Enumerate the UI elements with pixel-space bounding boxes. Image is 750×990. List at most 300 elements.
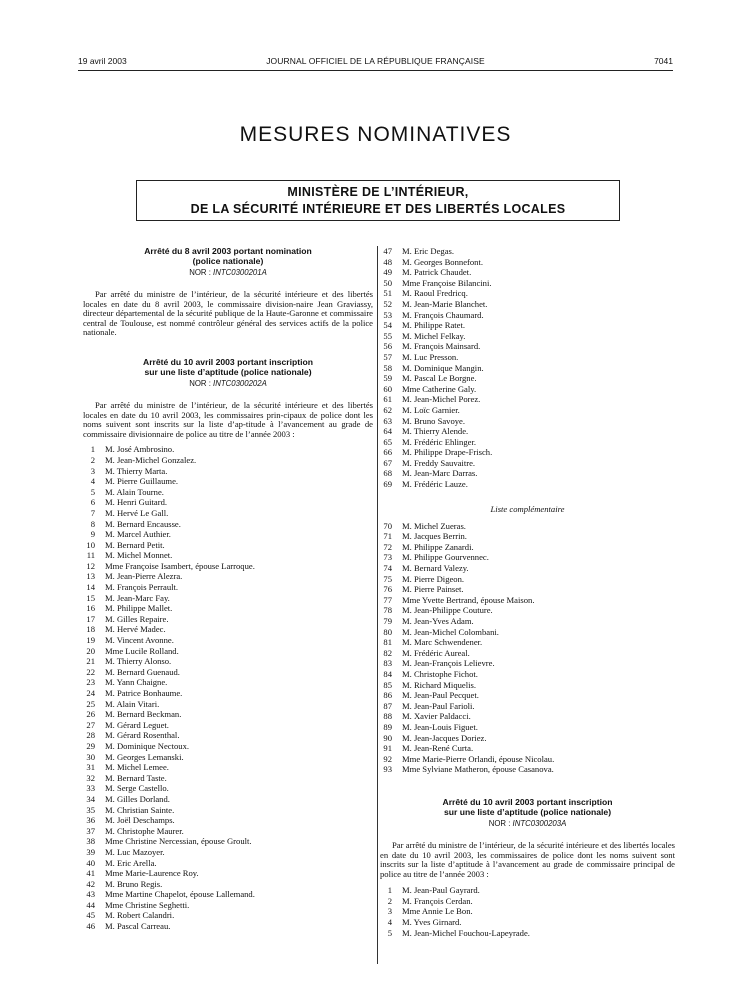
list-item bbox=[83, 603, 373, 614]
arrete2-text: Par arrêté du ministre de l’intérieur, de la sécurité intérieure et des libertés locales en date du 10 avril 2003, les commissaires prin-cipaux de police dont les noms suivent sont inscrits sur la liste d’ap-titude à l’avancement au grade de commissaire divisionnaire de police au titre de l’année 2003 : bbox=[83, 399, 373, 439]
list-item bbox=[380, 542, 675, 553]
list-item-number: 58 bbox=[383, 362, 392, 373]
list-item-number: 31 bbox=[86, 762, 95, 773]
list-item-name: M. Jean-Paul Farioli. bbox=[402, 700, 475, 711]
list-item-name: Mme Lucile Rolland. bbox=[105, 645, 179, 656]
list-item-number: 47 bbox=[383, 246, 392, 256]
list-item-name: M. Michel Felkay. bbox=[402, 330, 466, 341]
list-item-number: 23 bbox=[86, 677, 95, 688]
list-item bbox=[380, 373, 675, 384]
list-item bbox=[380, 701, 675, 712]
list-item-name: M. Jean-Marie Blanchet. bbox=[402, 298, 488, 309]
list-item-name: M. Henri Guitard. bbox=[105, 497, 168, 508]
header-date: 19 avril 2003 bbox=[78, 56, 127, 66]
ministry-line-2: DE LA SÉCURITÉ INTÉRIEURE ET DES LIBERTÉS LOCALES bbox=[190, 202, 566, 216]
list-item-number: 33 bbox=[86, 783, 95, 794]
list-item-name: M. Christophe Maurer. bbox=[105, 825, 184, 836]
list-item-name: M. Alain Tourne. bbox=[105, 486, 164, 497]
list-item bbox=[83, 593, 373, 604]
list-item-name: M. Serge Castello. bbox=[105, 783, 169, 794]
list-item-name: M. Philippe Ratet. bbox=[402, 320, 466, 331]
list-item-number: 30 bbox=[86, 751, 95, 762]
list-item-number: 27 bbox=[86, 719, 95, 730]
list-item bbox=[380, 426, 675, 437]
list-item-name: Mme Françoise Isambert, épouse Larroque. bbox=[105, 560, 255, 571]
list-item-name: M. Thierry Alende. bbox=[402, 426, 469, 437]
list-item bbox=[83, 550, 373, 561]
list-item-name: M. Jean-Michel Colombani. bbox=[402, 626, 499, 637]
arrete2-title-line-1: Arrêté du 10 avril 2003 portant inscription bbox=[142, 356, 314, 367]
list-item-name: M. Yann Chaigne. bbox=[105, 677, 168, 688]
list-item bbox=[380, 574, 675, 585]
list-item-number: 64 bbox=[383, 426, 392, 437]
list-item-name: M. Jean-Michel Fouchou-Lapeyrade. bbox=[402, 927, 530, 938]
list-item-name: M. Frédéric Ehlinger. bbox=[402, 436, 476, 447]
list-item bbox=[83, 720, 373, 731]
list-item-number: 73 bbox=[383, 552, 392, 563]
list-item-number: 57 bbox=[383, 351, 392, 362]
list-item-name: M. Jean-François Lelievre. bbox=[402, 658, 495, 669]
list-item bbox=[83, 444, 373, 455]
list-item-number: 72 bbox=[383, 541, 392, 552]
list-item-number: 5 bbox=[387, 927, 392, 938]
list-item-name: M. Jean-Philippe Couture. bbox=[402, 605, 493, 616]
list-item-number: 50 bbox=[383, 277, 392, 288]
list-item bbox=[83, 497, 373, 508]
list-item bbox=[380, 711, 675, 722]
list-item-number: 2 bbox=[387, 895, 392, 906]
list-item-name: M. Frédéric Aureal. bbox=[402, 647, 470, 658]
list-item bbox=[380, 267, 675, 278]
liste-complementaire-title: Liste complémentaire bbox=[490, 503, 565, 514]
list-item-number: 85 bbox=[383, 679, 392, 690]
list-item-number: 7 bbox=[90, 507, 95, 518]
arrete1-text: Par arrêté du ministre de l’intérieur, de la sécurité intérieure et des libertés locales en date du 8 avril 2003, le commissaire division-naire Jean Graviassy, directeur départemental de la sécurité publique de la Haute-Garonne et commissaire central de Toulouse, est nommé contrôleur général des services actifs de la police nationale. bbox=[83, 289, 373, 338]
list-item-number: 28 bbox=[86, 730, 95, 741]
list-item-name: M. Joël Deschamps. bbox=[105, 815, 175, 826]
list-item bbox=[83, 783, 373, 794]
list-item bbox=[380, 885, 675, 896]
list-item bbox=[83, 455, 373, 466]
list-item-number: 4 bbox=[387, 917, 392, 928]
list-item-number: 29 bbox=[86, 740, 95, 751]
list-item-name: M. Luc Mazoyer. bbox=[105, 846, 165, 857]
list-item bbox=[83, 773, 373, 784]
list-item-name: M. Michel Monnet. bbox=[105, 550, 173, 561]
list-item-name: Mme Martine Chapelot, épouse Lallemand. bbox=[105, 889, 255, 900]
list-item-number: 81 bbox=[383, 637, 392, 648]
list-item-number: 55 bbox=[383, 330, 392, 341]
list-item-number: 9 bbox=[90, 529, 95, 540]
list-item-name: M. Frédéric Lauze. bbox=[402, 479, 468, 490]
list-item bbox=[380, 896, 675, 907]
list-item-name: M. Luc Presson. bbox=[402, 351, 459, 362]
list-item-number: 45 bbox=[86, 910, 95, 921]
list-item-name: Mme Françoise Bilancini. bbox=[402, 277, 492, 288]
list-item-number: 44 bbox=[86, 899, 95, 910]
list-item bbox=[83, 667, 373, 678]
list-item-number: 1 bbox=[90, 444, 95, 455]
list-item-name: M. François Mainsard. bbox=[402, 341, 481, 352]
list-item bbox=[380, 595, 675, 606]
list-item bbox=[380, 743, 675, 754]
list-item-name: M. Freddy Sauvaitre. bbox=[402, 457, 476, 468]
list-item-number: 76 bbox=[383, 584, 392, 595]
list-item-number: 78 bbox=[383, 605, 392, 616]
list-item bbox=[380, 584, 675, 595]
list-item-name: Mme Sylviane Matheron, épouse Casanova. bbox=[402, 764, 554, 775]
list-item bbox=[380, 320, 675, 331]
list-item-name: M. Patrick Chaudet. bbox=[402, 267, 472, 278]
list-item bbox=[83, 762, 373, 773]
list-item bbox=[83, 508, 373, 519]
arrete3-title-line-2: sur une liste d’aptitude (police nationale) bbox=[443, 806, 612, 817]
list-item-name: M. Pierre Digeon. bbox=[402, 573, 465, 584]
list-item-number: 5 bbox=[90, 486, 95, 497]
list-item bbox=[83, 858, 373, 869]
list-item-number: 3 bbox=[90, 465, 95, 476]
list-item bbox=[83, 624, 373, 635]
list-item bbox=[83, 487, 373, 498]
list-item-name: M. François Cerdan. bbox=[402, 895, 473, 906]
arrete2-name-list-right bbox=[380, 246, 675, 490]
list-item-name: M. François Chaumard. bbox=[402, 309, 484, 320]
list-item-number: 36 bbox=[86, 815, 95, 826]
list-item bbox=[380, 458, 675, 469]
page-title: MESURES NOMINATIVES bbox=[239, 123, 512, 146]
list-item-name: Mme Yvette Bertrand, épouse Maison. bbox=[402, 594, 535, 605]
list-item-name: M. Jean-Yves Adam. bbox=[402, 616, 474, 626]
list-item bbox=[380, 563, 675, 574]
arrete3-text: Par arrêté du ministre de l’intérieur, de la sécurité intérieure et des libertés locales en date du 10 avril 2003, les commissaires de police dont les noms suivent sont inscrits sur la liste d’aptitude à l’avancement au grade de commissaire principal de police au titre de l’année 2003 : bbox=[380, 839, 675, 879]
list-item-name: M. Eric Degas. bbox=[402, 246, 455, 256]
arrete2-nor bbox=[83, 378, 373, 389]
list-item-number: 77 bbox=[383, 594, 392, 605]
list-item-number: 43 bbox=[86, 889, 95, 900]
list-item-name: M. Vincent Avonne. bbox=[105, 635, 174, 646]
list-item bbox=[380, 764, 675, 775]
list-item-number: 52 bbox=[383, 298, 392, 309]
list-item-name: M. Jean-Marc Fay. bbox=[105, 592, 170, 603]
list-item bbox=[380, 605, 675, 616]
arrete3-nor bbox=[380, 818, 675, 829]
list-item-name: M. Marc Schwendener. bbox=[402, 637, 483, 648]
list-item bbox=[83, 699, 373, 710]
list-item-name: M. Gilles Repaire. bbox=[105, 613, 169, 624]
list-item-number: 49 bbox=[383, 267, 392, 278]
list-item bbox=[380, 722, 675, 733]
ministry-line-1: MINISTÈRE DE L’INTÉRIEUR, bbox=[287, 185, 469, 199]
list-item bbox=[380, 690, 675, 701]
list-item-name: M. Jean-Paul Pecquet. bbox=[402, 690, 479, 701]
list-item-number: 17 bbox=[86, 613, 95, 624]
list-item bbox=[83, 889, 373, 900]
arrete2-title-line-2: sur une liste d’aptitude (police nationale) bbox=[144, 366, 312, 377]
list-item-number: 8 bbox=[90, 518, 95, 529]
list-item bbox=[380, 906, 675, 917]
list-item bbox=[83, 836, 373, 847]
liste-complementaire bbox=[380, 521, 675, 775]
list-item-number: 2 bbox=[90, 454, 95, 465]
list-item-number: 48 bbox=[383, 256, 392, 267]
list-item bbox=[83, 571, 373, 582]
list-item bbox=[83, 805, 373, 816]
list-item bbox=[83, 730, 373, 741]
list-item bbox=[83, 709, 373, 720]
list-item-name: M. Patrice Bonhaume. bbox=[105, 688, 183, 698]
list-item-number: 90 bbox=[383, 732, 392, 743]
list-item bbox=[83, 688, 373, 699]
list-item-name: M. Bernard Petit. bbox=[105, 539, 165, 550]
list-item-name: M. Jean-Jacques Doriez. bbox=[402, 732, 487, 743]
list-item-number: 41 bbox=[86, 868, 95, 879]
list-item bbox=[380, 384, 675, 395]
list-item bbox=[83, 900, 373, 911]
right-column bbox=[380, 246, 675, 938]
list-item bbox=[380, 416, 675, 427]
list-item-name: M. Dominique Nectoux. bbox=[105, 740, 190, 751]
nor-code: INTC0300202A bbox=[213, 378, 267, 388]
list-item bbox=[380, 468, 675, 479]
list-item bbox=[380, 310, 675, 321]
list-item-name: M. Bruno Savoye. bbox=[402, 415, 466, 426]
list-item-number: 35 bbox=[86, 804, 95, 815]
list-item-name: M. François Perrault. bbox=[105, 582, 179, 593]
arrete1-title bbox=[83, 246, 373, 266]
list-item-name: M. Bernard Valezy. bbox=[402, 563, 469, 574]
list-item bbox=[83, 847, 373, 858]
list-item bbox=[380, 637, 675, 648]
list-item-number: 24 bbox=[86, 688, 95, 698]
arrete1-title-line-1: Arrêté du 8 avril 2003 portant nomination bbox=[144, 246, 312, 256]
list-item-number: 22 bbox=[86, 666, 95, 677]
list-item bbox=[380, 394, 675, 405]
header-page-number: 7041 bbox=[654, 56, 673, 66]
list-item-name: M. Hervé Le Gall. bbox=[105, 507, 169, 518]
list-item bbox=[83, 741, 373, 752]
left-column bbox=[83, 246, 373, 932]
list-item-name: M. Jean-Michel Gonzalez. bbox=[105, 454, 197, 465]
list-item bbox=[380, 288, 675, 299]
list-item-name: Mme Marie-Pierre Orlandi, épouse Nicolau. bbox=[402, 753, 555, 764]
list-item-name: M. Xavier Paldacci. bbox=[402, 711, 471, 722]
list-item-number: 14 bbox=[86, 582, 95, 593]
list-item-number: 61 bbox=[383, 394, 392, 405]
list-item-name: M. Thierry Alonso. bbox=[105, 656, 172, 667]
nor-code: INTC0300203A bbox=[512, 818, 567, 828]
list-item-number: 42 bbox=[86, 878, 95, 889]
list-item bbox=[83, 815, 373, 826]
list-item-name: M. Jean-Pierre Alezra. bbox=[105, 571, 183, 582]
list-item bbox=[380, 479, 675, 490]
list-item-name: Mme Marie-Laurence Roy. bbox=[105, 868, 199, 879]
list-item bbox=[83, 561, 373, 572]
list-item-number: 68 bbox=[383, 468, 392, 479]
list-item-number: 80 bbox=[383, 626, 392, 637]
ministry-heading bbox=[136, 180, 620, 221]
arrete2-name-list-left bbox=[83, 444, 373, 931]
list-item-number: 69 bbox=[383, 479, 392, 490]
list-item-name: M. Philippe Drape-Frisch. bbox=[402, 447, 493, 458]
list-item-name: M. Georges Lemanski. bbox=[105, 751, 184, 762]
list-item-number: 66 bbox=[383, 447, 392, 458]
list-item bbox=[380, 627, 675, 638]
list-item-name: M. Pierre Painset. bbox=[402, 584, 464, 595]
list-item bbox=[83, 646, 373, 657]
list-item-name: M. Christian Sainte. bbox=[105, 804, 175, 815]
list-item-name: M. Jean-Paul Gayrard. bbox=[402, 885, 480, 896]
list-item bbox=[380, 437, 675, 448]
list-item-number: 12 bbox=[86, 560, 95, 571]
list-item-number: 79 bbox=[383, 616, 392, 626]
list-item bbox=[380, 405, 675, 416]
column-divider bbox=[377, 246, 378, 964]
list-item-number: 92 bbox=[383, 753, 392, 764]
list-item-number: 20 bbox=[86, 645, 95, 656]
list-item-number: 16 bbox=[86, 603, 95, 614]
list-item bbox=[380, 616, 675, 627]
list-item-number: 18 bbox=[86, 624, 95, 635]
arrete3-title bbox=[380, 797, 675, 817]
list-item-name: Mme Catherine Galy. bbox=[402, 383, 477, 394]
list-item bbox=[83, 826, 373, 837]
list-item-name: M. Philippe Gourvennec. bbox=[402, 552, 489, 563]
list-item-name: M. Gérard Rosenthal. bbox=[105, 730, 180, 741]
list-item-number: 46 bbox=[86, 921, 95, 932]
list-item-number: 34 bbox=[86, 793, 95, 804]
list-item bbox=[380, 531, 675, 542]
list-item-number: 71 bbox=[383, 531, 392, 542]
list-item-number: 74 bbox=[383, 563, 392, 574]
list-item bbox=[83, 614, 373, 625]
list-item bbox=[380, 352, 675, 363]
list-item-name: M. Hervé Madec. bbox=[105, 624, 166, 635]
list-item-number: 13 bbox=[86, 571, 95, 582]
list-item-number: 1 bbox=[387, 885, 392, 896]
nor-code: INTC0300201A bbox=[213, 268, 267, 277]
list-item-number: 82 bbox=[383, 647, 392, 658]
list-item-number: 62 bbox=[383, 404, 392, 415]
list-item-number: 51 bbox=[383, 288, 392, 299]
header-journal-title: JOURNAL OFFICIEL DE LA RÉPUBLIQUE FRANÇAISE bbox=[266, 56, 485, 66]
list-item bbox=[83, 582, 373, 593]
list-item-name: M. Bruno Regis. bbox=[105, 878, 163, 889]
list-item-name: M. Christophe Fichot. bbox=[402, 668, 478, 679]
list-item-name: Mme Annie Le Bon. bbox=[402, 906, 473, 917]
list-item-name: M. Pascal Carreau. bbox=[105, 921, 171, 932]
list-item-number: 39 bbox=[86, 846, 95, 857]
list-item bbox=[380, 648, 675, 659]
list-item bbox=[83, 677, 373, 688]
list-item-name: M. Loïc Garnier. bbox=[402, 404, 460, 415]
list-item-number: 25 bbox=[86, 698, 95, 709]
list-item-name: M. Michel Zueras. bbox=[402, 520, 466, 531]
list-item-number: 4 bbox=[90, 476, 95, 487]
arrete1-title-line-2: (police nationale) bbox=[192, 256, 264, 266]
list-item-number: 3 bbox=[387, 906, 392, 917]
list-item-number: 67 bbox=[383, 457, 392, 468]
arrete2-title bbox=[83, 357, 373, 377]
list-item bbox=[380, 278, 675, 289]
list-item bbox=[380, 680, 675, 691]
list-item-name: Mme Christine Seghetti. bbox=[105, 899, 190, 910]
list-item-name: M. Bernard Taste. bbox=[105, 772, 167, 783]
list-item-number: 32 bbox=[86, 772, 95, 783]
list-item bbox=[83, 910, 373, 921]
list-item bbox=[380, 363, 675, 374]
list-item-name: M. Bernard Beckman. bbox=[105, 709, 182, 720]
list-item-number: 6 bbox=[90, 497, 95, 508]
list-item-name: M. Marcel Authier. bbox=[105, 529, 171, 540]
list-item bbox=[380, 246, 675, 257]
list-item-number: 89 bbox=[383, 721, 392, 732]
list-item-name: M. Jean-Michel Porez. bbox=[402, 394, 481, 405]
list-item-number: 54 bbox=[383, 320, 392, 331]
list-item-name: M. Gérard Leguet. bbox=[105, 719, 169, 730]
list-item bbox=[380, 917, 675, 928]
list-item bbox=[380, 733, 675, 744]
list-item-number: 26 bbox=[86, 709, 95, 720]
list-item-name: M. Yves Girnard. bbox=[402, 917, 462, 928]
list-item-number: 60 bbox=[383, 383, 392, 394]
list-item-name: M. José Ambrosino. bbox=[105, 444, 175, 455]
list-item-number: 70 bbox=[383, 520, 392, 531]
list-item-number: 87 bbox=[383, 700, 392, 711]
list-item-number: 19 bbox=[86, 635, 95, 646]
list-item-number: 10 bbox=[86, 539, 95, 550]
list-item bbox=[83, 921, 373, 932]
list-item-name: Mme Christine Nercessian, épouse Groult. bbox=[105, 836, 252, 847]
list-item bbox=[380, 331, 675, 342]
arrete1-nor bbox=[83, 267, 373, 278]
list-item-number: 83 bbox=[383, 658, 392, 669]
list-item-number: 88 bbox=[383, 711, 392, 722]
list-item-name: M. Pascal Le Borgne. bbox=[402, 373, 477, 384]
list-item bbox=[380, 299, 675, 310]
list-item bbox=[380, 447, 675, 458]
list-item bbox=[83, 879, 373, 890]
list-item-name: M. Jean-Marc Darras. bbox=[402, 468, 478, 479]
list-item bbox=[83, 540, 373, 551]
list-item-number: 21 bbox=[86, 656, 95, 667]
nor-label: NOR : bbox=[189, 268, 211, 277]
list-item-name: M. Eric Arella. bbox=[105, 857, 157, 868]
list-item bbox=[83, 752, 373, 763]
list-item bbox=[83, 476, 373, 487]
list-item-name: M. Dominique Mangin. bbox=[402, 362, 484, 373]
list-item bbox=[83, 868, 373, 879]
list-item-name: M. Philippe Mallet. bbox=[105, 603, 173, 614]
list-item bbox=[380, 658, 675, 669]
list-item-number: 53 bbox=[383, 309, 392, 320]
list-item-number: 11 bbox=[86, 550, 95, 561]
list-item-name: M. Michel Lemee. bbox=[105, 762, 169, 773]
arrete3-name-list bbox=[380, 885, 675, 938]
nor-label: NOR : bbox=[189, 378, 211, 388]
list-item-name: M. Jean-Louis Figuet. bbox=[402, 721, 478, 732]
page-header bbox=[78, 56, 673, 68]
list-item bbox=[83, 529, 373, 540]
list-item-name: M. Jean-René Curta. bbox=[402, 743, 474, 754]
list-item bbox=[380, 552, 675, 563]
list-item-number: 56 bbox=[383, 341, 392, 352]
list-item-name: M. Georges Bonnefont. bbox=[402, 256, 483, 267]
list-item-number: 93 bbox=[383, 764, 392, 775]
list-item-name: M. Alain Vitari. bbox=[105, 698, 160, 709]
list-item-number: 40 bbox=[86, 857, 95, 868]
list-item-number: 65 bbox=[383, 436, 392, 447]
list-item-name: M. Pierre Guillaume. bbox=[105, 476, 179, 487]
